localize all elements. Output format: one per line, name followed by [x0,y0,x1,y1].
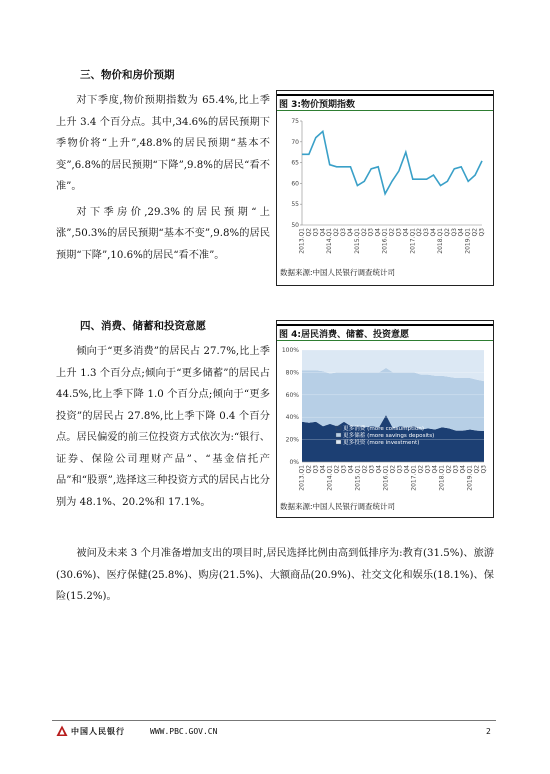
x-tick-label: 2014.Q1 [326,465,334,491]
x-tick-label: 2013.Q1 [298,465,306,491]
x-tick-label: 2013.Q1 [298,228,306,254]
x-tick-label: Q3 [478,228,486,237]
x-tick-label: Q3 [396,465,404,474]
x-tick-label: Q2 [305,465,313,474]
x-tick-label: Q2 [416,228,424,237]
house-price-expectation-paragraph: 对下季房价,29.3%的居民预期“上涨”,50.3%的居民预期“基本不变”,9.8%的居民预期“下降”,10.6%的居民“看不准”。 [56,206,270,261]
y-tick-label: 60 [291,180,299,188]
figure4-panel [276,320,494,518]
x-tick-label: 2019.Q1 [466,465,474,491]
page-number: 2 [486,727,491,736]
figure3-source: 数据来源:中国人民银行调查统计司 [280,268,396,277]
legend-swatch [336,426,341,430]
x-tick-label: 2014.Q1 [326,228,334,254]
y-tick-label: 20% [285,436,299,444]
figure3-title: 图 3:物价预期指数 [279,100,355,110]
x-tick-label: Q4 [374,228,382,237]
spending-plans-paragraph: 被问及未来 3 个月准备增加支出的项目时,居民选择比例由高到低排序为:教育(31.5%)、旅游(30.6%)、医疗保健(25.8%)、购房(21.5%)、大额商品(20.9%)、社交文化和娱乐(18.1%)、保险(15.2%)。 [56,548,494,602]
x-tick-label: Q2 [389,465,397,474]
spending-plans-body [56,543,494,608]
figure4-source: 数据来源:中国人民银行调查统计司 [280,502,396,511]
section4-body [56,341,270,513]
x-tick-label: Q2 [445,465,453,474]
section-heading-price-expectations: 三、物价和房价预期 [80,69,175,81]
figure3-chart [278,113,492,263]
x-tick-label: Q2 [333,228,341,237]
x-tick-label: Q3 [423,228,431,237]
x-tick-label: Q3 [312,465,320,474]
legend-label: 更多投资 (more investment) [343,440,420,446]
x-tick-label: 2016.Q1 [381,228,389,254]
pboc-logo [56,725,125,737]
legend-swatch [336,440,341,444]
section3-body [56,90,270,266]
y-tick-label: 80% [285,369,299,377]
x-tick-label: 2018.Q1 [436,228,444,254]
x-tick-label: Q3 [368,465,376,474]
x-tick-label: Q2 [471,228,479,237]
x-tick-label: Q4 [431,465,439,474]
x-tick-label: 2017.Q1 [409,228,417,254]
x-tick-label: Q2 [443,228,451,237]
x-tick-label: Q3 [395,228,403,237]
x-tick-label: Q3 [452,465,460,474]
x-tick-label: Q2 [388,228,396,237]
y-tick-label: 60% [285,391,299,399]
y-tick-label: 75 [291,118,299,125]
x-tick-label: Q3 [480,465,488,474]
x-tick-label: Q4 [346,228,354,237]
y-tick-label: 100% [281,347,299,354]
y-tick-label: 55 [291,201,299,209]
x-tick-label: Q3 [340,228,348,237]
x-tick-label: 2015.Q1 [353,228,361,254]
x-tick-label: 2019.Q1 [464,228,472,254]
footer-rule [52,720,496,721]
x-tick-label: Q2 [305,228,313,237]
x-tick-label: Q3 [367,228,375,237]
y-tick-label: 50 [291,222,299,229]
x-tick-label: Q3 [312,228,320,237]
y-tick-label: 0% [289,459,299,466]
x-tick-label: Q4 [347,465,355,474]
y-tick-label: 65 [291,159,299,167]
x-tick-label: Q2 [417,465,425,474]
x-tick-label: Q4 [402,228,410,237]
x-tick-label: Q4 [319,465,327,474]
x-tick-label: 2018.Q1 [438,465,446,491]
footer-org-name: 中国人民银行 [71,726,125,736]
figure4-chart [278,342,492,500]
x-tick-label: Q4 [319,228,327,237]
price-expectation-line [302,131,482,193]
x-tick-label: Q3 [340,465,348,474]
x-tick-label: Q2 [473,465,481,474]
x-tick-label: Q2 [361,465,369,474]
figure4-title-bar [277,324,493,341]
x-tick-label: Q4 [457,228,465,237]
x-tick-label: 2016.Q1 [382,465,390,491]
y-tick-label: 40% [285,414,299,422]
x-tick-label: 2017.Q1 [410,465,418,491]
section-heading-consumption-savings: 四、消费、储蓄和投资意愿 [80,320,206,332]
x-tick-label: Q4 [403,465,411,474]
x-tick-label: Q2 [333,465,341,474]
x-tick-label: Q3 [450,228,458,237]
legend-label: 更多消费 (more consumption) [343,426,425,432]
legend-swatch [336,433,341,437]
legend-label: 更多储蓄 (more savings deposits) [343,433,435,439]
x-tick-label: Q2 [360,228,368,237]
x-tick-label: Q3 [424,465,432,474]
pboc-emblem-icon [56,725,68,737]
footer-url[interactable]: WWW.PBC.GOV.CN [150,727,218,736]
x-tick-label: 2015.Q1 [354,465,362,491]
x-tick-label: Q4 [430,228,438,237]
consumption-savings-paragraph: 倾向于“更多消费”的居民占 27.7%,比上季上升 1.3 个百分点;倾向于“更多储蓄”的居民占 44.5%,比上季下降 1.0 个百分点;倾向于“更多投资”的居民占 27.8%,比上季下降 0.4 个百分点。居民偏爱的前三位投资方式依次为:“银行、证券、保险公司理财产品”、“基金信托产品”和“股票”,选择这三种投资方式的居民占比分别为 48.1%、20.2%和 17.1%。 [56,346,270,508]
x-tick-label: Q4 [375,465,383,474]
figure4-title: 图 4:居民消费、储蓄、投资意愿 [279,330,409,340]
figure3-title-bar [277,94,493,111]
price-expectation-paragraph: 对下季度,物价预期指数为 65.4%,比上季上升 3.4 个百分点。其中,34.6%的居民预期下季物价将“上升”,48.8%的居民预期“基本不变”,6.8%的居民预期“下降”,9.8%的居民“看不准”。 [56,95,270,192]
figure3-panel [276,90,494,286]
y-tick-label: 70 [291,138,299,146]
x-tick-label: Q4 [459,465,467,474]
